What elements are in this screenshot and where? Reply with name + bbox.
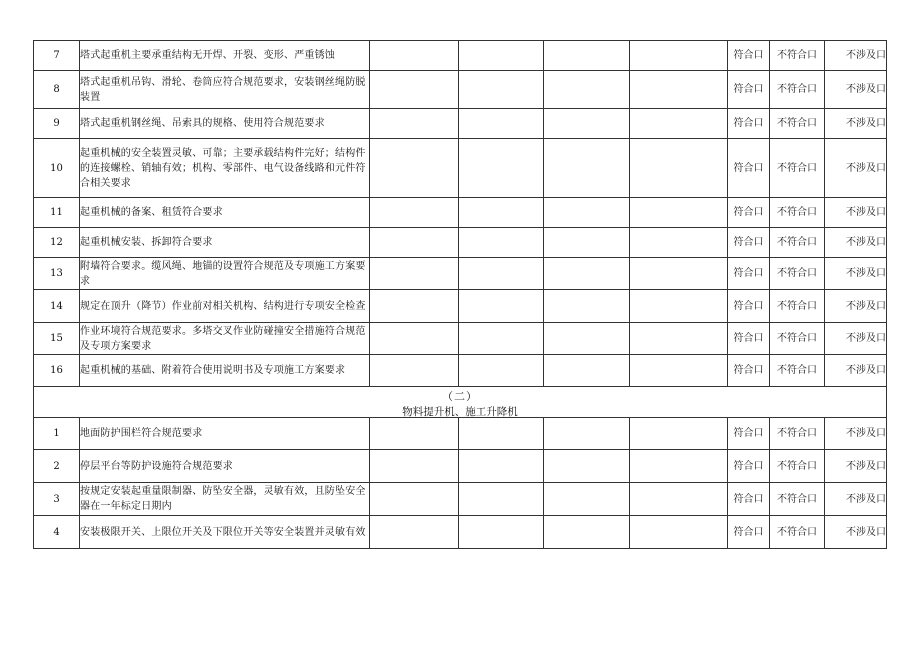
check-item-text: 塔式起重机主要承重结构无开焊、开裂、变形、严重锈蚀	[80, 41, 370, 71]
blank-cell	[544, 258, 630, 290]
option-conform[interactable]: 符合口	[728, 109, 770, 139]
check-item-text: 地面防护围栏符合规范要求	[80, 418, 370, 450]
option-not-applicable[interactable]: 不涉及口	[825, 355, 887, 387]
table-row	[34, 450, 887, 483]
blank-cell	[544, 198, 630, 228]
option-conform[interactable]: 符合口	[728, 450, 770, 483]
row-number: 13	[34, 258, 80, 290]
blank-cell	[370, 258, 459, 290]
blank-cell	[459, 198, 544, 228]
blank-cell	[459, 483, 544, 516]
check-item-text: 附墙符合要求。缆风绳、地锚的设置符合规范及专项施工方案要求	[80, 258, 370, 290]
blank-cell	[630, 228, 728, 258]
blank-cell	[370, 450, 459, 483]
option-nonconform[interactable]: 不符合口	[770, 516, 825, 549]
option-nonconform[interactable]: 不符合口	[770, 290, 825, 323]
table-row	[34, 516, 887, 549]
option-conform[interactable]: 符合口	[728, 71, 770, 109]
row-number: 11	[34, 198, 80, 228]
option-nonconform[interactable]: 不符合口	[770, 109, 825, 139]
blank-cell	[544, 71, 630, 109]
row-number: 15	[34, 323, 80, 355]
blank-cell	[459, 41, 544, 71]
blank-cell	[630, 290, 728, 323]
blank-cell	[630, 71, 728, 109]
option-not-applicable[interactable]: 不涉及口	[825, 139, 887, 198]
blank-cell	[544, 109, 630, 139]
blank-cell	[544, 41, 630, 71]
option-nonconform[interactable]: 不符合口	[770, 450, 825, 483]
table-row	[34, 355, 887, 387]
row-number: 4	[34, 516, 80, 549]
option-not-applicable[interactable]: 不涉及口	[825, 323, 887, 355]
blank-cell	[630, 258, 728, 290]
check-item-text: 塔式起重机吊钩、滑轮、卷筒应符合规范要求，安装钢丝绳防脱装置	[80, 71, 370, 109]
option-nonconform[interactable]: 不符合口	[770, 258, 825, 290]
row-number: 10	[34, 139, 80, 198]
table-row	[34, 258, 887, 290]
table-row	[34, 41, 887, 71]
option-not-applicable[interactable]: 不涉及口	[825, 516, 887, 549]
check-item-text: 作业环境符合规范要求。多塔交叉作业防碰撞安全措施符合规范及专项方案要求	[80, 323, 370, 355]
inspection-table	[33, 40, 887, 549]
option-not-applicable[interactable]: 不涉及口	[825, 258, 887, 290]
blank-cell	[370, 418, 459, 450]
option-not-applicable[interactable]: 不涉及口	[825, 418, 887, 450]
blank-cell	[370, 516, 459, 549]
option-not-applicable[interactable]: 不涉及口	[825, 290, 887, 323]
option-not-applicable[interactable]: 不涉及口	[825, 198, 887, 228]
table-row	[34, 418, 887, 450]
option-nonconform[interactable]: 不符合口	[770, 139, 825, 198]
table-row	[34, 198, 887, 228]
section-row	[34, 387, 887, 418]
blank-cell	[459, 71, 544, 109]
blank-cell	[459, 109, 544, 139]
option-conform[interactable]: 符合口	[728, 228, 770, 258]
blank-cell	[459, 516, 544, 549]
blank-cell	[459, 418, 544, 450]
blank-cell	[459, 323, 544, 355]
option-nonconform[interactable]: 不符合口	[770, 228, 825, 258]
blank-cell	[544, 418, 630, 450]
row-number: 3	[34, 483, 80, 516]
table-row	[34, 71, 887, 109]
table-row	[34, 109, 887, 139]
option-conform[interactable]: 符合口	[728, 258, 770, 290]
option-nonconform[interactable]: 不符合口	[770, 71, 825, 109]
row-number: 2	[34, 450, 80, 483]
blank-cell	[370, 109, 459, 139]
blank-cell	[630, 483, 728, 516]
option-conform[interactable]: 符合口	[728, 355, 770, 387]
table-row	[34, 290, 887, 323]
blank-cell	[459, 355, 544, 387]
blank-cell	[630, 198, 728, 228]
blank-cell	[544, 483, 630, 516]
check-item-text: 起重机械安装、拆卸符合要求	[80, 228, 370, 258]
section-title: 物料提升机、施工升降机	[402, 406, 518, 417]
blank-cell	[459, 290, 544, 323]
option-conform[interactable]: 符合口	[728, 290, 770, 323]
row-number: 8	[34, 71, 80, 109]
blank-cell	[630, 418, 728, 450]
option-not-applicable[interactable]: 不涉及口	[825, 109, 887, 139]
section-number: （二）	[442, 390, 478, 403]
blank-cell	[544, 139, 630, 198]
option-conform[interactable]: 符合口	[728, 139, 770, 198]
check-item-text: 停层平台等防护设施符合规范要求	[80, 450, 370, 483]
blank-cell	[630, 323, 728, 355]
row-number: 7	[34, 41, 80, 71]
table-body-tower-crane	[34, 41, 887, 387]
check-item-text: 安装极限开关、上限位开关及下限位开关等安全装置并灵敏有效	[80, 516, 370, 549]
blank-cell	[544, 323, 630, 355]
option-nonconform[interactable]: 不符合口	[770, 418, 825, 450]
blank-cell	[544, 450, 630, 483]
blank-cell	[630, 450, 728, 483]
option-conform[interactable]: 符合口	[728, 418, 770, 450]
option-not-applicable[interactable]: 不涉及口	[825, 71, 887, 109]
blank-cell	[630, 139, 728, 198]
blank-cell	[630, 109, 728, 139]
table-row	[34, 228, 887, 258]
section-header	[34, 387, 887, 418]
check-item-text: 按规定安装起重量限制器、防坠安全器，灵敏有效，且防坠安全器在一年标定日期内	[80, 483, 370, 516]
table-row	[34, 139, 887, 198]
row-number: 16	[34, 355, 80, 387]
blank-cell	[459, 139, 544, 198]
option-conform[interactable]: 符合口	[728, 516, 770, 549]
blank-cell	[370, 198, 459, 228]
blank-cell	[459, 258, 544, 290]
table-row	[34, 483, 887, 516]
option-not-applicable[interactable]: 不涉及口	[825, 483, 887, 516]
blank-cell	[544, 355, 630, 387]
option-not-applicable[interactable]: 不涉及口	[825, 41, 887, 71]
blank-cell	[544, 228, 630, 258]
blank-cell	[370, 355, 459, 387]
blank-cell	[370, 228, 459, 258]
blank-cell	[370, 483, 459, 516]
blank-cell	[544, 516, 630, 549]
check-item-text: 起重机械的备案、租赁符合要求	[80, 198, 370, 228]
blank-cell	[370, 139, 459, 198]
option-nonconform[interactable]: 不符合口	[770, 198, 825, 228]
blank-cell	[370, 323, 459, 355]
check-item-text: 起重机械的基础、附着符合使用说明书及专项施工方案要求	[80, 355, 370, 387]
blank-cell	[630, 41, 728, 71]
row-number: 9	[34, 109, 80, 139]
blank-cell	[544, 290, 630, 323]
option-nonconform[interactable]: 不符合口	[770, 323, 825, 355]
table-row	[34, 323, 887, 355]
option-conform[interactable]: 符合口	[728, 41, 770, 71]
blank-cell	[630, 355, 728, 387]
option-nonconform[interactable]: 不符合口	[770, 41, 825, 71]
table-body-hoist	[34, 418, 887, 549]
blank-cell	[370, 71, 459, 109]
option-nonconform[interactable]: 不符合口	[770, 483, 825, 516]
blank-cell	[459, 450, 544, 483]
option-conform[interactable]: 符合口	[728, 483, 770, 516]
option-conform[interactable]: 符合口	[728, 198, 770, 228]
option-not-applicable[interactable]: 不涉及口	[825, 228, 887, 258]
blank-cell	[630, 516, 728, 549]
option-conform[interactable]: 符合口	[728, 323, 770, 355]
check-item-text: 规定在顶升（降节）作业前对相关机构、结构进行专项安全检查	[80, 290, 370, 323]
row-number: 12	[34, 228, 80, 258]
check-item-text: 塔式起重机钢丝绳、吊索具的规格、使用符合规范要求	[80, 109, 370, 139]
row-number: 1	[34, 418, 80, 450]
option-nonconform[interactable]: 不符合口	[770, 355, 825, 387]
check-item-text: 起重机械的安全装置灵敏、可靠；主要承载结构件完好；结构件的连接螺栓、销轴有效；机构、零部件、电气设备线路和元件符合相关要求	[80, 139, 370, 198]
option-not-applicable[interactable]: 不涉及口	[825, 450, 887, 483]
blank-cell	[459, 228, 544, 258]
blank-cell	[370, 41, 459, 71]
row-number: 14	[34, 290, 80, 323]
blank-cell	[370, 290, 459, 323]
